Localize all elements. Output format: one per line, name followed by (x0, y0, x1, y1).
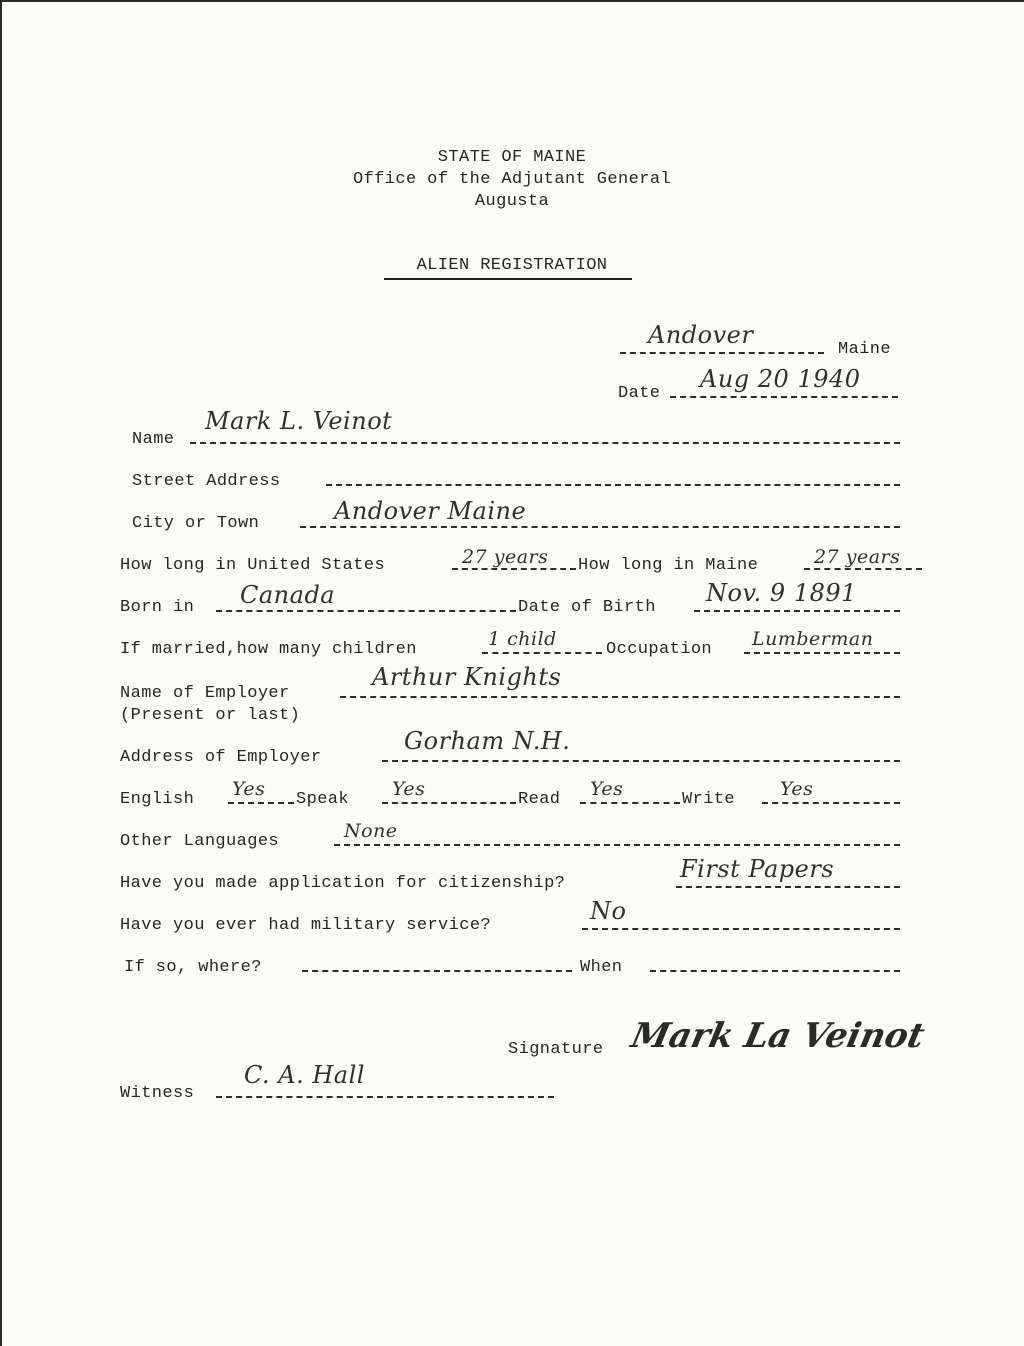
employer-note: (Present or last) (120, 706, 301, 725)
where-line (302, 970, 572, 972)
write-value: Yes (780, 778, 814, 800)
speak-value: Yes (392, 778, 426, 800)
speak-label: Speak (296, 790, 350, 809)
how-long-us-label: How long in United States (120, 556, 386, 575)
city-line (300, 526, 900, 528)
citizenship-value: First Papers (680, 855, 835, 883)
where-label: If so, where? (124, 958, 262, 977)
when-label: When (580, 958, 623, 977)
write-label: Write (682, 790, 736, 809)
citizenship-line (676, 886, 900, 888)
street-address-label: Street Address (132, 472, 281, 491)
children-line (482, 652, 602, 654)
form-title: ALIEN REGISTRATION (416, 256, 608, 275)
english-label: English (120, 790, 195, 809)
header-office: Office of the Adjutant General (352, 170, 672, 189)
read-label: Read (518, 790, 561, 809)
read-value: Yes (590, 778, 624, 800)
name-line (190, 442, 900, 444)
employer-line (340, 696, 900, 698)
years-us-value: 27 years (462, 546, 549, 568)
employer-value: Arthur Knights (372, 663, 562, 691)
maine-label: Maine (838, 340, 892, 359)
occupation-line (744, 652, 900, 654)
military-line (582, 928, 900, 930)
write-line (762, 802, 900, 804)
how-long-maine-label: How long in Maine (578, 556, 759, 575)
employer-address-value: Gorham N.H. (404, 727, 571, 755)
born-in-line (216, 610, 516, 612)
military-label: Have you ever had military service? (120, 916, 492, 935)
employer-address-line (382, 760, 900, 762)
city-label: City or Town (132, 514, 260, 533)
witness-value: C. A. Hall (244, 1061, 365, 1089)
english-line (228, 802, 294, 804)
town-line (620, 352, 824, 354)
title-underline (384, 278, 632, 280)
occupation-label: Occupation (606, 640, 713, 659)
employer-address-label: Address of Employer (120, 748, 322, 767)
citizenship-label: Have you made application for citizenship? (120, 874, 566, 893)
date-of-birth-line (694, 610, 900, 612)
military-value: No (590, 897, 627, 925)
speak-line (382, 802, 516, 804)
header-city: Augusta (474, 192, 550, 211)
signature-label: Signature (508, 1040, 604, 1059)
date-line (670, 396, 898, 398)
date-of-birth-label: Date of Birth (518, 598, 656, 617)
other-languages-value: None (344, 820, 398, 842)
when-line (650, 970, 900, 972)
born-in-label: Born in (120, 598, 195, 617)
date-label: Date (618, 384, 661, 403)
header-state: STATE OF MAINE (437, 148, 587, 167)
date-value: Aug 20 1940 (700, 365, 861, 393)
years-maine-value: 27 years (814, 546, 901, 568)
other-languages-line (334, 844, 900, 846)
english-value: Yes (232, 778, 266, 800)
children-label: If married,how many children (120, 640, 417, 659)
employer-label: Name of Employer (120, 684, 290, 703)
town-value: Andover (648, 321, 754, 349)
witness-line (216, 1096, 554, 1098)
witness-label: Witness (120, 1084, 195, 1103)
name-value: Mark L. Veinot (205, 407, 393, 435)
name-label: Name (132, 430, 175, 449)
born-in-value: Canada (240, 581, 336, 609)
children-value: 1 child (488, 628, 557, 650)
signature-value: Mark La Veinot (627, 1016, 928, 1056)
date-of-birth-value: Nov. 9 1891 (706, 579, 857, 607)
street-address-line (326, 484, 900, 486)
read-line (580, 802, 680, 804)
occupation-value: Lumberman (752, 628, 874, 650)
other-languages-label: Other Languages (120, 832, 280, 851)
city-value: Andover Maine (334, 497, 527, 525)
